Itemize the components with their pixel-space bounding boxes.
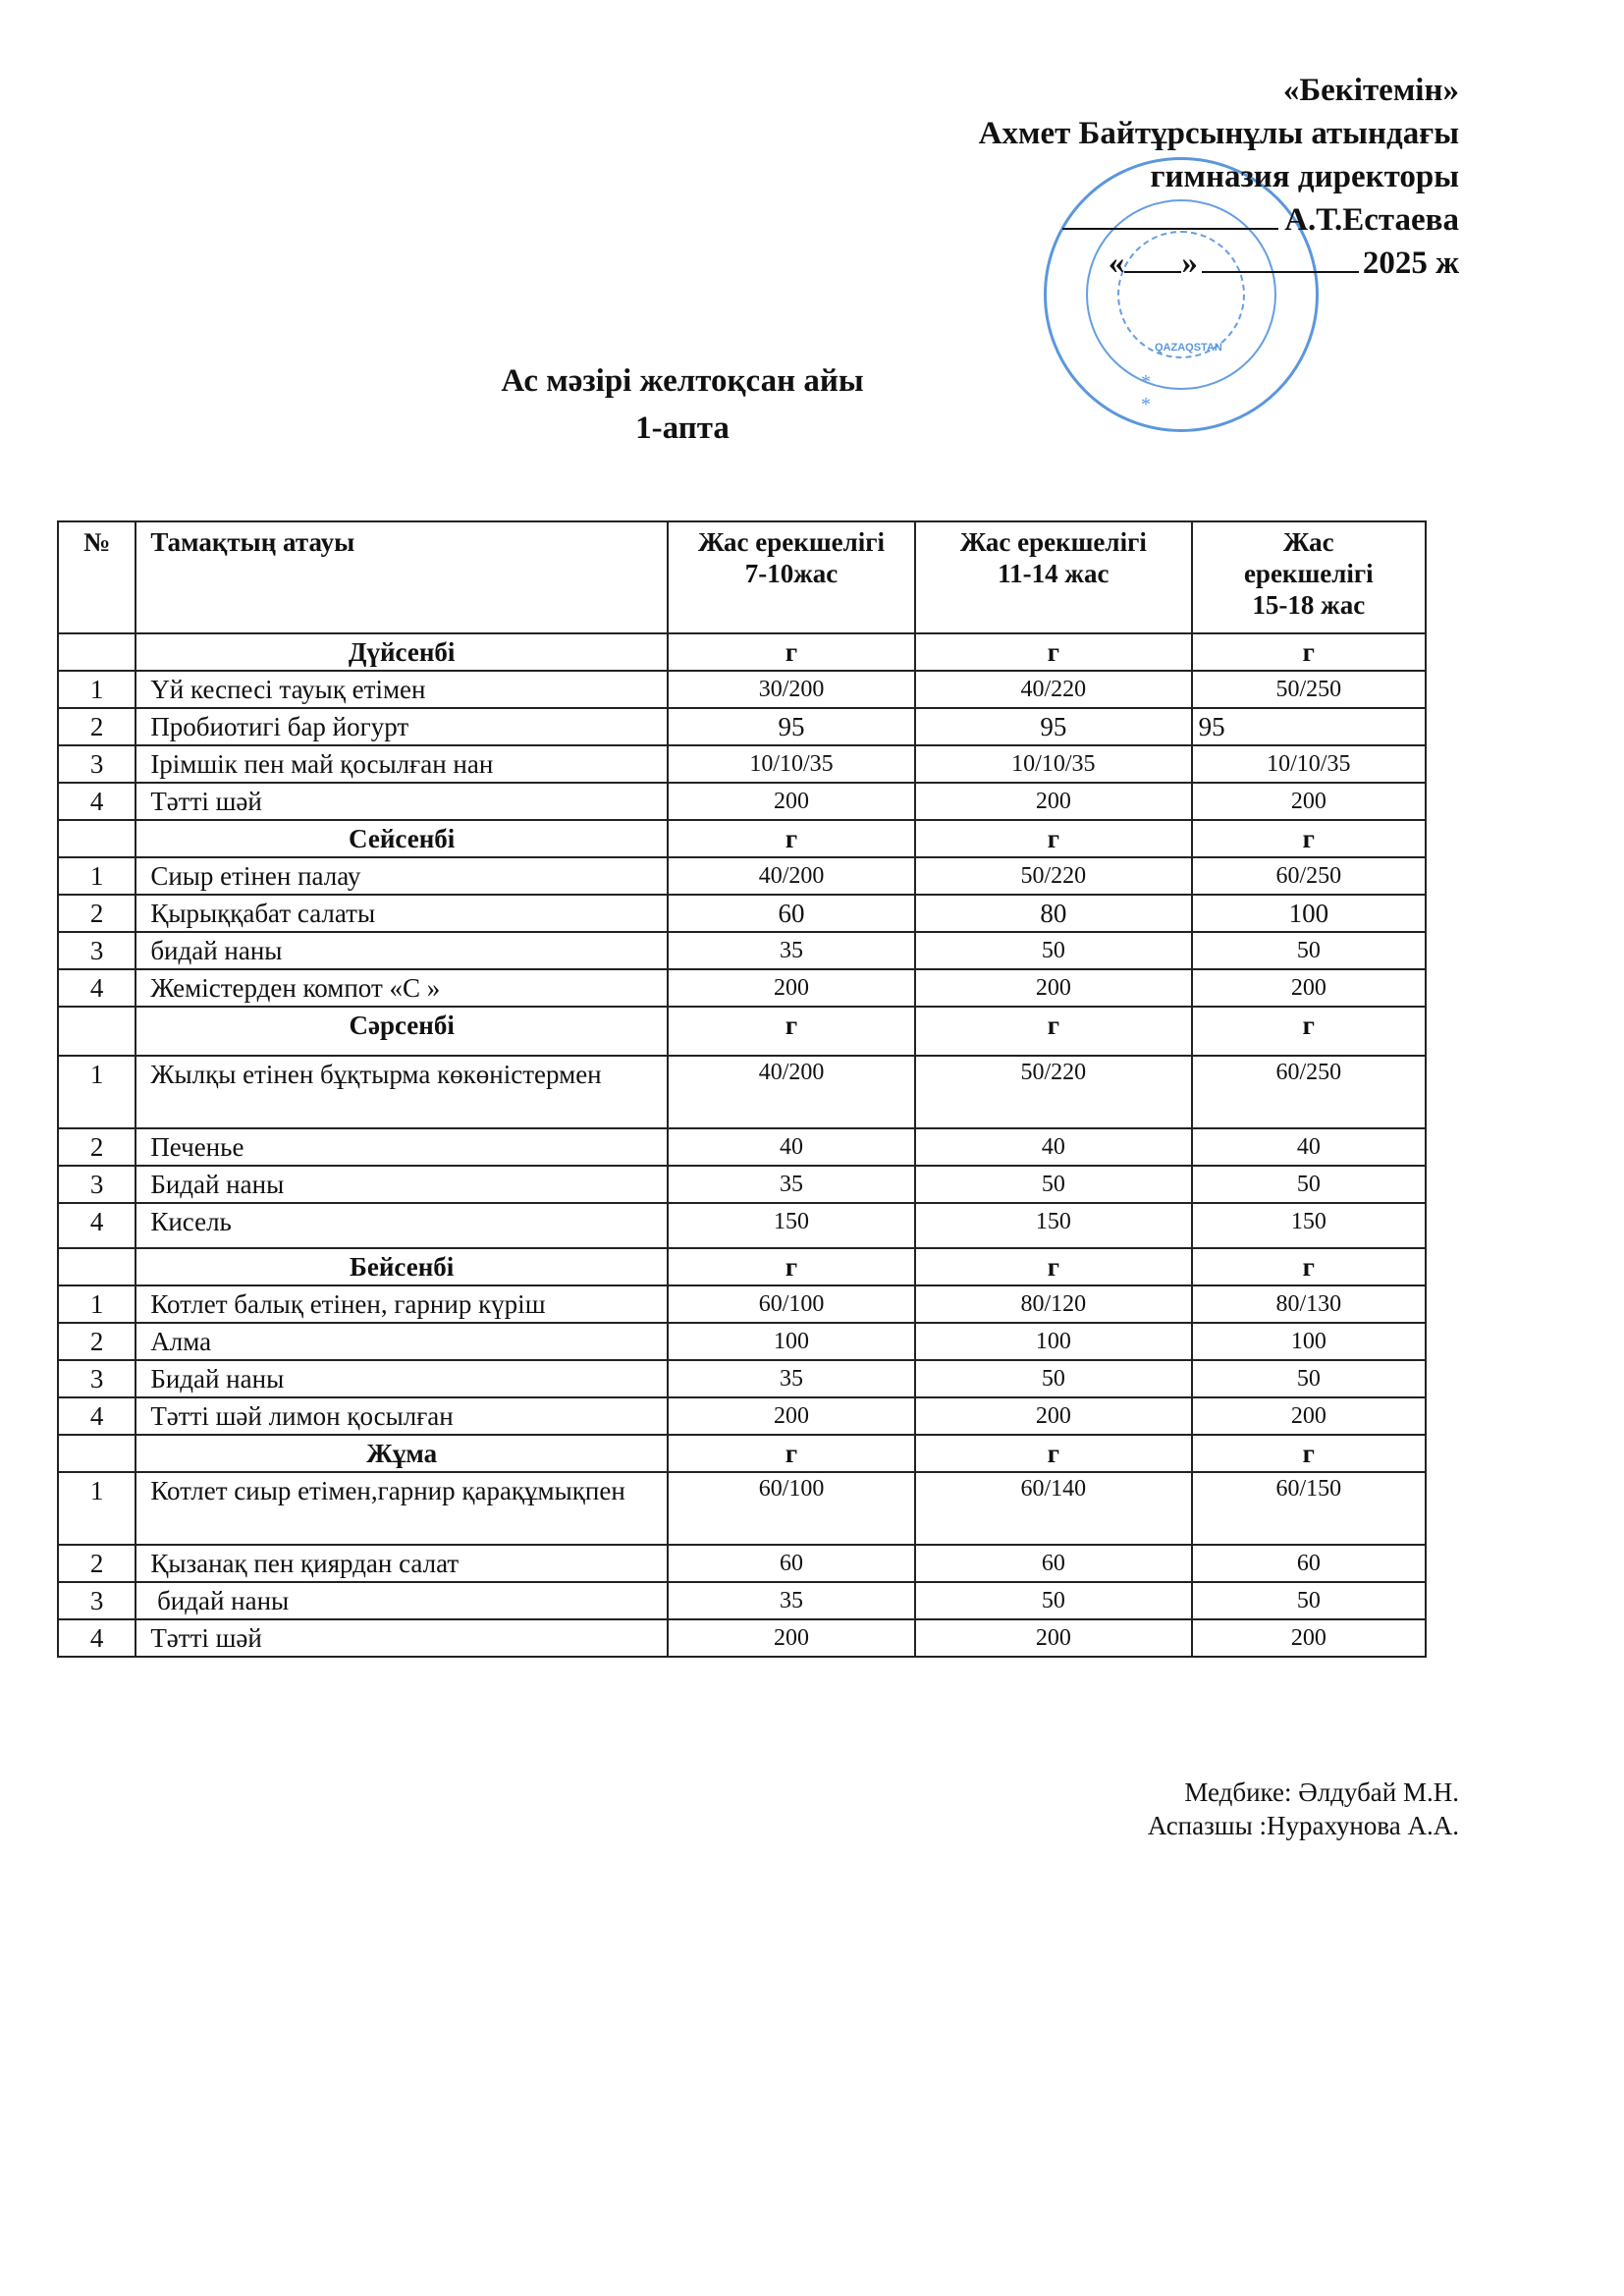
table-header-row	[58, 521, 1426, 633]
table-row: 2 Қырыққабат салаты 60 80 100	[58, 895, 1426, 932]
unit: г	[1192, 633, 1426, 671]
date-year: 2025 ж	[1362, 246, 1459, 281]
table-row: 1 Сиыр етінен палау 40/200 50/220 60/250	[58, 857, 1426, 895]
table-row: 4 Кисель 150 150 150	[58, 1203, 1426, 1248]
header-no: №	[58, 521, 135, 633]
signature-blank	[1062, 198, 1278, 230]
day-row-tuesday	[58, 820, 1426, 857]
day-name: Дүйсенбі	[135, 633, 668, 671]
day-row-thursday	[58, 1248, 1426, 1285]
nurse-signature: Медбике: Әлдубай М.Н.	[1184, 1777, 1459, 1807]
star-icon: *	[1141, 371, 1151, 393]
day-name: Жұма	[135, 1435, 668, 1472]
unit: г	[1192, 1435, 1426, 1472]
header-dish-name: Тамақтың атауы	[135, 521, 668, 633]
approval-block	[979, 69, 1459, 285]
cook-signature: Аспазшы :Нурахунова А.А.	[1147, 1811, 1459, 1840]
table-row: 3 бидай наны 35 50 50	[58, 1582, 1426, 1619]
date-day-blank	[1124, 242, 1181, 273]
table-row: 3 бидай наны 35 50 50	[58, 932, 1426, 969]
table-row: 4 Тәтті шәй 200 200 200	[58, 783, 1426, 820]
table-row: 2 Алма 100 100 100	[58, 1323, 1426, 1360]
stamp-text: QAZAQSTAN	[1155, 342, 1222, 354]
unit: г	[1192, 1248, 1426, 1285]
page-subtitle-week: 1-апта	[635, 410, 730, 446]
menu-table	[57, 520, 1427, 1658]
unit: г	[915, 633, 1192, 671]
unit: г	[668, 820, 915, 857]
table-row: 1 Үй кеспесі тауық етімен 30/200 40/220 50/250	[58, 671, 1426, 708]
header-age-7-10: Жас ерекшелігі 7-10жас	[668, 521, 915, 633]
table-row: 3 Ірімшік пен май қосылған нан 10/10/35 10/10/35 10/10/35	[58, 745, 1426, 783]
table-row: 4 Тәтті шәй 200 200 200	[58, 1619, 1426, 1657]
unit: г	[915, 1435, 1192, 1472]
day-name: Сәрсенбі	[135, 1007, 668, 1056]
unit: г	[915, 820, 1192, 857]
unit: г	[915, 1248, 1192, 1285]
unit: г	[668, 1007, 915, 1056]
unit: г	[668, 1435, 915, 1472]
approval-date: « » 2025 ж	[979, 242, 1459, 285]
unit: г	[668, 1248, 915, 1285]
day-name: Сейсенбі	[135, 820, 668, 857]
unit: г	[1192, 820, 1426, 857]
director-name: А.Т.Естаева	[1284, 202, 1459, 238]
unit: г	[668, 633, 915, 671]
day-name: Бейсенбі	[135, 1248, 668, 1285]
unit: г	[1192, 1007, 1426, 1056]
approval-signature-line	[979, 198, 1459, 242]
table-row: 2 Печенье 40 40 40	[58, 1128, 1426, 1166]
approval-school: Ахмет Байтұрсынұлы атындағы	[978, 116, 1459, 151]
date-month-blank	[1202, 242, 1359, 273]
table-row: 1 Котлет балық етінен, гарнир күріш 60/100 80/120 80/130	[58, 1285, 1426, 1323]
signers-block	[1148, 1776, 1459, 1842]
day-row-wednesday	[58, 1007, 1426, 1056]
approval-position: гимназия директоры	[1150, 159, 1459, 194]
day-row-friday	[58, 1435, 1426, 1472]
table-row: 1 Котлет сиыр етімен,гарнир қарақұмықпен 60/100 60/140 60/150	[58, 1472, 1426, 1545]
header-age-15-18: Жас ерекшелігі 15-18 жас	[1192, 521, 1426, 633]
table-row: 1 Жылқы етінен бұқтырма көкөністермен 40/200 50/220 60/250	[58, 1056, 1426, 1128]
star-icon: *	[1141, 394, 1151, 415]
table-row: 3 Бидай наны 35 50 50	[58, 1166, 1426, 1203]
approval-heading: «Бекітемін»	[1282, 73, 1459, 108]
table-row: 2 Пробиотигі бар йогурт 95 95 95	[58, 708, 1426, 745]
table-row: 4 Жемістерден компот «С » 200 200 200	[58, 969, 1426, 1007]
table-row: 4 Тәтті шәй лимон қосылған 200 200 200	[58, 1397, 1426, 1435]
table-row: 2 Қызанақ пен қиярдан салат 60 60 60	[58, 1545, 1426, 1582]
unit: г	[915, 1007, 1192, 1056]
table-row: 3 Бидай наны 35 50 50	[58, 1360, 1426, 1397]
page-title: Ас мәзірі желтоқсан айы	[501, 363, 864, 399]
day-row-monday	[58, 633, 1426, 671]
header-age-11-14: Жас ерекшелігі 11-14 жас	[915, 521, 1192, 633]
